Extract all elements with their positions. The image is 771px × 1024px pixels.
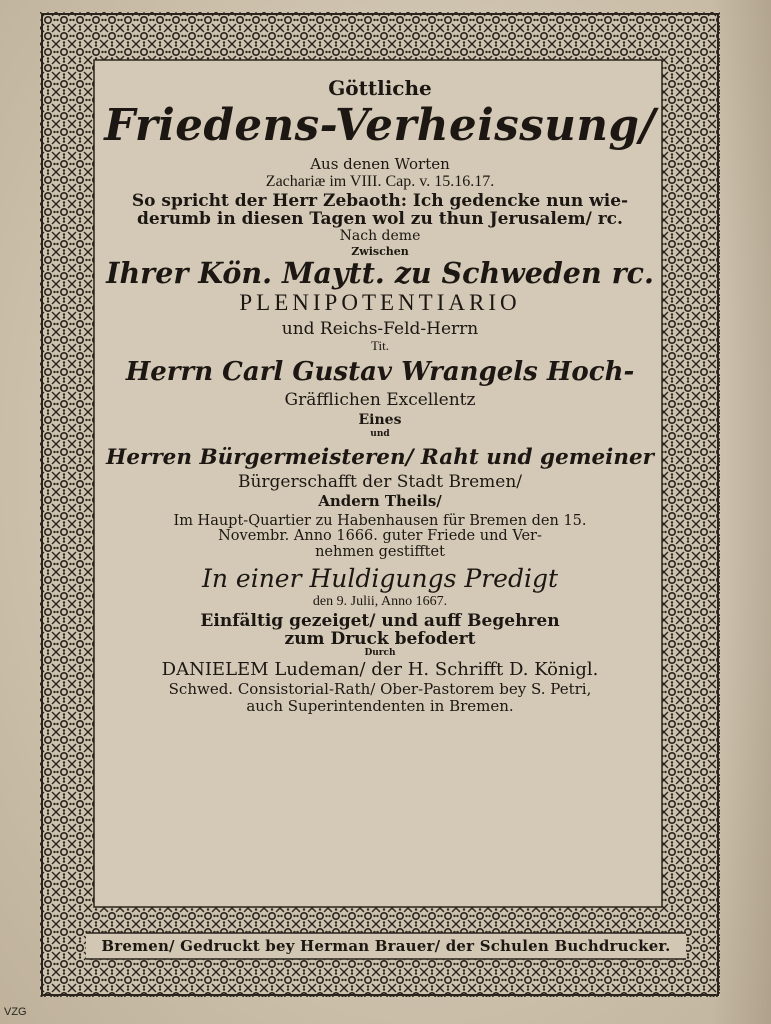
text-line: derumb in diesen Tagen wol zu thun Jerusalem/ rc. <box>137 209 623 230</box>
main-title: Friedens-Verheissung/ <box>104 100 656 151</box>
text-line: Eines <box>358 411 402 428</box>
text-line: auch Superintendenten in Bremen. <box>246 697 514 716</box>
text-line: zum Druck befodert <box>284 628 476 649</box>
title-text-block <box>100 72 660 715</box>
text-line: und Reichs-Feld-Herrn <box>281 319 479 340</box>
text-line-large: Herren Bürgermeisteren/ Raht und gemeiner <box>106 444 654 470</box>
printer-imprint: Bremen/ Gedruckt bey Herman Brauer/ der Schulen Buchdrucker. <box>101 937 671 955</box>
text-line: Schwed. Consistorial-Rath/ Ober-Pastorem bey S. Petri, <box>168 679 592 698</box>
text-line: Gräfflichen Excellentz <box>284 389 476 410</box>
page-edge-shadow <box>711 0 771 1024</box>
text-line: Andern Theils/ <box>318 492 442 511</box>
text-line: So spricht der Herr Zebaoth: Ich gedencke nun wie- <box>131 191 629 212</box>
plenipotentiario-line: PLENIPOTENTIARIO <box>239 290 521 316</box>
text-line-large: In einer Huldigungs Predigt <box>201 563 558 593</box>
text-line: Nach deme <box>339 227 421 244</box>
text-line: Im Haupt-Quartier zu Habenhausen für Bremen den 15. <box>173 513 587 530</box>
text-line: Tit. <box>371 338 389 354</box>
text-line: Einfältig gezeiget/ und auff Begehren <box>200 610 560 631</box>
author-line: DANIELEM Ludeman/ der H. Schrifft D. Königl. <box>161 658 599 680</box>
name-line: Herrn Carl Gustav Wrangels Hoch- <box>125 356 635 387</box>
library-mark: VZG <box>4 1006 27 1018</box>
text-line: Aus denen Worten <box>310 154 450 173</box>
heading-goettliche: Göttliche <box>328 76 432 100</box>
text-line: und <box>370 428 390 439</box>
text-line: Zwischen <box>351 244 409 258</box>
text-line: Durch <box>364 648 396 659</box>
date-line: den 9. Julii, Anno 1667. <box>312 594 448 610</box>
text-line: Novembr. Anno 1666. guter Friede und Ver- <box>218 528 542 545</box>
text-line: Bürgerschafft der Stadt Bremen/ <box>237 471 523 492</box>
subtitle-large: Ihrer Kön. Maytt. zu Schweden rc. <box>106 256 654 291</box>
text-line: nehmen gestifftet <box>315 543 445 560</box>
text-line: Zachariæ im VIII. Cap. v. 15.16.17. <box>265 173 495 191</box>
